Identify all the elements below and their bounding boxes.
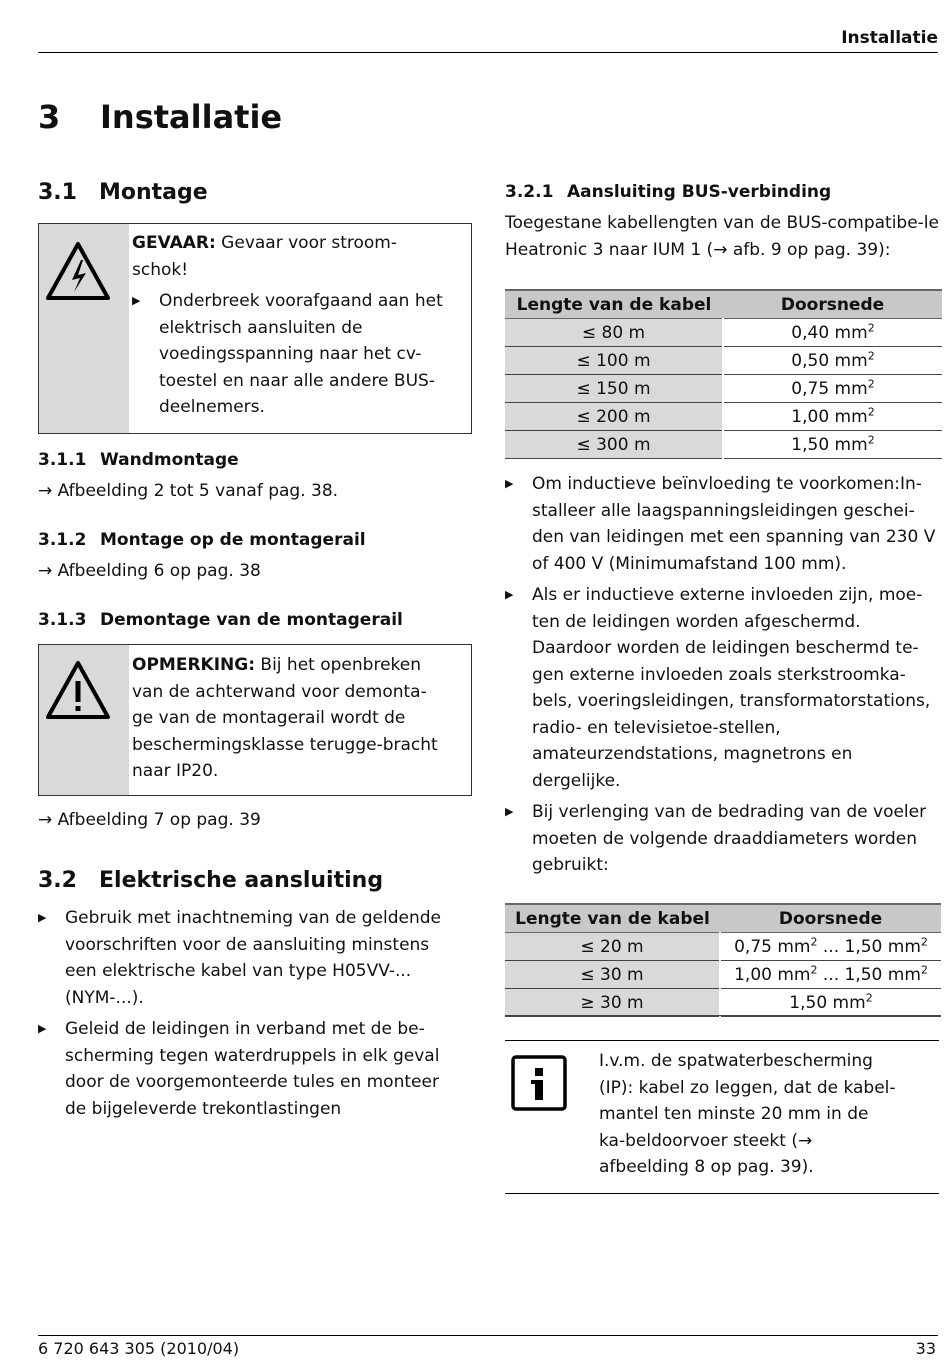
superscript: 2 xyxy=(867,432,875,446)
section-3-1-heading xyxy=(38,180,208,205)
length-cell: ≤ 100 m xyxy=(505,347,723,375)
section-cell xyxy=(720,933,941,961)
bullet-triangle-icon: ▶ xyxy=(505,477,514,490)
section-cell xyxy=(723,403,942,431)
reference-link[interactable]: → Afbeelding 2 tot 5 vanaf pag. 38. xyxy=(38,481,339,501)
value: 1,00 mm xyxy=(791,406,868,427)
section-3-1-3-heading xyxy=(38,610,403,630)
superscript: 2 xyxy=(865,990,873,1004)
value: 1,50 mm xyxy=(791,434,868,455)
notice-label: OPMERKING: xyxy=(132,655,256,675)
value: 0,75 mm xyxy=(734,936,811,957)
danger-note xyxy=(38,223,472,434)
danger-bullet xyxy=(132,288,463,421)
list-item-text: Geleid de leidingen in verband met de be-scherming tegen waterdruppels in elk geval door de voorgemonteerde tules en monteer de bijgeleverde trekontlastingen xyxy=(65,1019,440,1119)
section-cell xyxy=(720,989,941,1017)
length-cell: ≤ 30 m xyxy=(505,961,720,989)
table-bottom-rule xyxy=(505,1015,941,1016)
exclamation-warning-icon xyxy=(45,659,111,721)
section-title: Aansluiting BUS-verbinding xyxy=(567,182,832,202)
section-3-1-1-heading xyxy=(38,450,239,470)
table-header: Doorsnede xyxy=(720,904,941,933)
list-item xyxy=(505,582,941,794)
list-item-text: Om inductieve beïnvloeding te voorkomen:In-stalleer alle laagspanningsleidingen geschei-den van leidingen met een spanning van 230 V of 400 V (Minimumafstand 100 mm). xyxy=(532,474,936,574)
section-number: 3.2 xyxy=(38,868,77,893)
value: 0,40 mm xyxy=(791,322,868,343)
bullet-triangle-icon: ▶ xyxy=(38,911,47,924)
bullet-list xyxy=(505,471,941,879)
list-item-text: Als er inductieve externe invloeden zijn, moe-ten de leidingen worden afgeschermd. Daardoor worden de leidingen beschermd te-gen externe invloeden zoals sterkstroomka-bels, voeringsleidingen, transformatorstations, radio- en televisietoe-stellen, amateurzendstations, magnetrons en dergelijke. xyxy=(532,585,931,791)
chapter-number: 3 xyxy=(38,98,61,136)
list-item xyxy=(505,471,941,577)
value: 0,75 mm xyxy=(791,378,868,399)
bullet-triangle-icon: ▶ xyxy=(505,588,514,601)
info-icon xyxy=(511,1055,567,1111)
section-3-1-2-heading xyxy=(38,530,366,550)
list-item xyxy=(38,1016,463,1122)
section-cell xyxy=(723,431,942,459)
table-row xyxy=(505,403,942,431)
danger-text-2: schok! xyxy=(132,259,189,280)
superscript: 2 xyxy=(867,376,875,390)
footer-rule xyxy=(38,1335,938,1336)
superscript: 2 xyxy=(920,962,928,976)
bullet-triangle-icon: ▶ xyxy=(132,294,141,307)
section-3-2-1-heading xyxy=(505,182,831,202)
info-text: I.v.m. de spatwaterbescherming (IP): kabel zo leggen, dat de kabel-mantel ten minste 20 mm in de ka-beldoorvoer steekt (→ afbeelding 8 op pag. 39). xyxy=(599,1051,896,1177)
chapter-title-text: Installatie xyxy=(100,98,283,136)
section-title: Demontage van de montagerail xyxy=(100,610,403,630)
danger-label: GEVAAR: xyxy=(132,233,216,253)
table-row xyxy=(505,961,941,989)
table-row xyxy=(505,347,942,375)
section-cell xyxy=(723,375,942,403)
section-title: Elektrische aansluiting xyxy=(99,868,384,893)
length-cell: ≤ 150 m xyxy=(505,375,723,403)
reference-link[interactable]: → Afbeelding 7 op pag. 39 xyxy=(38,810,261,830)
notice-text: Bij het openbreken van de achterwand voor demonta-ge van de montagerail wordt de beschermingsklasse terugge-bracht naar IP20. xyxy=(132,655,438,781)
section-number: 3.1.1 xyxy=(38,450,87,470)
superscript: 2 xyxy=(810,962,818,976)
list-item xyxy=(505,799,941,879)
table-header: Doorsnede xyxy=(723,290,942,319)
note-body xyxy=(132,230,463,421)
danger-text: Gevaar voor stroom- xyxy=(215,233,397,253)
table-row xyxy=(505,989,941,1017)
note-sidebar xyxy=(39,645,129,795)
table-row xyxy=(505,319,942,347)
high-voltage-warning-icon xyxy=(45,240,111,302)
value: 0,50 mm xyxy=(791,350,868,371)
superscript: 2 xyxy=(920,934,928,948)
header-rule xyxy=(38,52,938,53)
cable-length-table-2 xyxy=(505,903,941,1017)
length-cell: ≤ 20 m xyxy=(505,933,720,961)
section-title: Montage op de montagerail xyxy=(100,530,366,550)
list-item-text: Bij verlenging van de bedrading van de voeler moeten de volgende draaddiameters worden gebruikt: xyxy=(532,802,927,875)
section-number: 3.1 xyxy=(38,180,77,205)
reference-link[interactable]: → Afbeelding 6 op pag. 38 xyxy=(38,561,261,581)
doc-number: 6 720 643 305 (2010/04) xyxy=(38,1339,240,1358)
section-cell xyxy=(720,961,941,989)
section-title: Wandmontage xyxy=(100,450,239,470)
value: ... 1,50 mm xyxy=(817,964,921,985)
bullet-triangle-icon: ▶ xyxy=(38,1022,47,1035)
section-number: 3.1.2 xyxy=(38,530,87,550)
superscript: 2 xyxy=(867,404,875,418)
value: ... 1,50 mm xyxy=(817,936,921,957)
list-item-text: Gebruik met inachtneming van de geldende voorschriften voor de aansluiting minstens een elektrische kabel van type H05VV-... (NYM-...). xyxy=(65,908,441,1008)
value: 1,50 mm xyxy=(789,992,866,1013)
note-body xyxy=(132,652,445,785)
running-header: Installatie xyxy=(841,28,938,48)
section-number: 3.2.1 xyxy=(505,182,554,202)
length-cell: ≤ 300 m xyxy=(505,431,723,459)
table-row xyxy=(505,375,942,403)
length-cell: ≥ 30 m xyxy=(505,989,720,1017)
value: 1,00 mm xyxy=(734,964,811,985)
section-cell xyxy=(723,347,942,375)
list-item xyxy=(38,905,463,1011)
note-sidebar xyxy=(39,224,129,433)
bullet-triangle-icon: ▶ xyxy=(505,805,514,818)
intro-paragraph: Toegestane kabellengten van de BUS-compatibe-le Heatronic 3 naar IUM 1 (→ afb. 9 op pag. 39): xyxy=(505,213,939,260)
danger-bullet-text: Onderbreek voorafgaand aan het elektrisch aansluiten de voedingsspanning naar het cv-toestel en naar alle andere BUS-deelnemers. xyxy=(159,291,443,417)
table-header: Lengte van de kabel xyxy=(505,290,723,319)
cable-length-table-1 xyxy=(505,289,942,459)
table-row xyxy=(505,933,941,961)
section-title: Montage xyxy=(99,180,208,205)
section-3-2-heading xyxy=(38,868,383,893)
length-cell: ≤ 200 m xyxy=(505,403,723,431)
info-note xyxy=(505,1040,939,1194)
length-cell: ≤ 80 m xyxy=(505,319,723,347)
superscript: 2 xyxy=(810,934,818,948)
superscript: 2 xyxy=(867,348,875,362)
page-number: 33 xyxy=(915,1339,936,1358)
section-number: 3.1.3 xyxy=(38,610,87,630)
section-cell xyxy=(723,319,942,347)
chapter-title xyxy=(38,98,282,136)
notice-note xyxy=(38,644,472,796)
superscript: 2 xyxy=(867,320,875,334)
bullet-list xyxy=(38,905,463,1122)
table-row xyxy=(505,431,942,459)
table-header: Lengte van de kabel xyxy=(505,904,720,933)
